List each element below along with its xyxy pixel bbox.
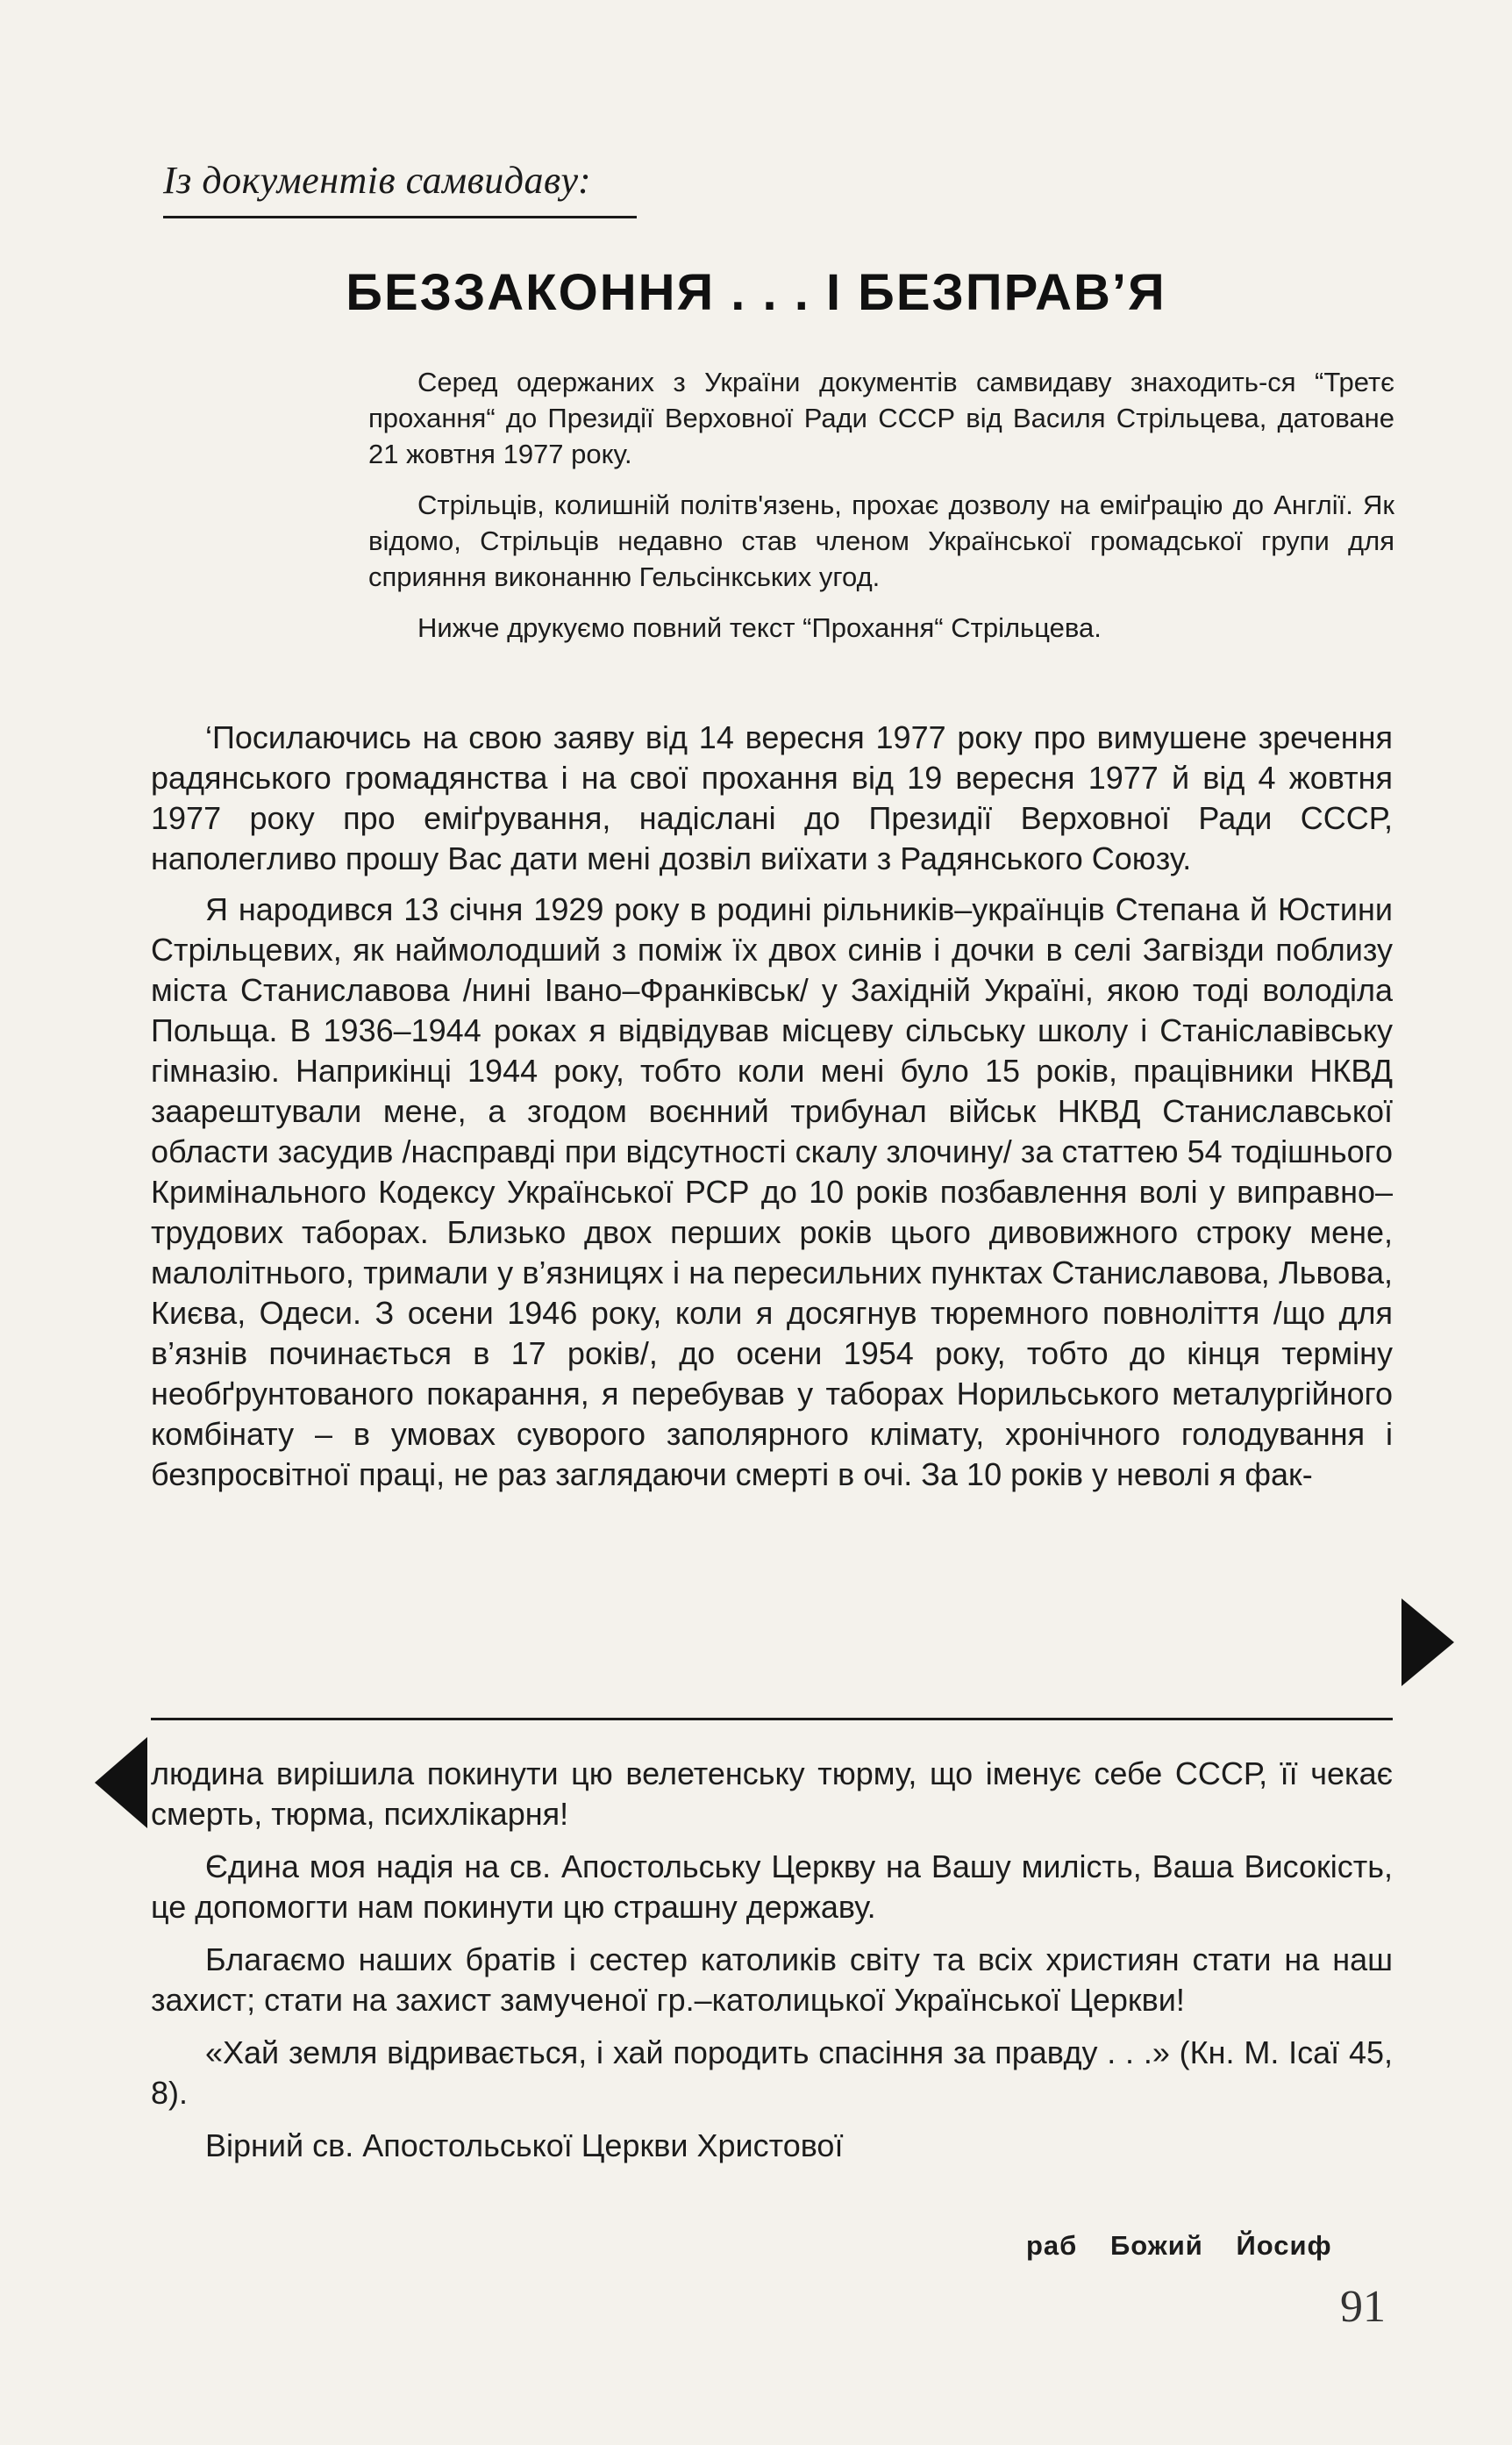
continuation-paragraph: людина вирішила покинути цю велетенську тюрму, що іменує себе СССР, її чекає смерть, тюрма, психлікарня!: [151, 1755, 1393, 1832]
letter-paragraph: Я народився 13 січня 1929 року в родині рільників–українців Степана й Юстини Стрільцевих, як наймолодший з поміж їх двох синів і дочки в селі Загвізди поблизу міста Станиславова /нині Івано–Франківськ/ у Західній Україні, якою тоді володіла Польща. В 1936–1944 роках я відвідував місцеву сільську школу і Станіславівську гімназію. Наприкінці 1944 року, тобто коли мені було 15 років, працівники НКВД заарештували мене, а згодом воєнний трибунал військ НКВД Станиславської области засудив /насправді при відсутності скалу злочину/ за статтею 54 тодішнього Кримінального Кодексу Української РСР до 10 років позбавлення волі у виправно–трудових таборах. Близько двох перших років цього дивовижного строку мене, малолітнього, тримали у в’язницях і на пересильних пунктах Станиславова, Львова, Києва, Одеси. З осени 1946 року, коли я досягнув тюремного повноліття /що для в’язнів починається в 17 років/, до осени 1954 року, тобто до кінця терміну необґрунтованого покарання, я перебував у таборах Норильського металургійного комбінату – в умовах суворого заполярного клімату, хронічного голодування і безпросвітної праці, не раз заглядаючи смерті в очі. За 10 років у неволі я фак-: [151, 891, 1393, 1492]
closing-line: Вірний св. Апостольської Церкви Христової: [205, 2127, 844, 2163]
intro-paragraph: Нижче друкуємо повний текст “Прохання“ Стрільцева.: [417, 612, 1102, 643]
intro-paragraph: Серед одержаних з України документів самвидаву знаходить-ся “Третє прохання“ до Президії Верховної Ради СССР від Василя Стрільцева, датоване 21 жовтня 1977 року.: [368, 367, 1394, 469]
continue-arrow-left-icon: [95, 1737, 147, 1828]
continuation-block: [151, 1754, 1393, 2178]
intro-paragraph: Стрільців, колишній політв'язень, прохає дозволу на еміґрацію до Англії. Як відомо, Стрільців недавно став членом Української громадської групи для сприяння виконанню Гельсінкських угод.: [368, 490, 1394, 592]
continuation-paragraph: Благаємо наших братів і сестер католиків світу та всіх християн стати на наш захист; стати на захист замученої гр.–католицької Української Церкви!: [151, 1941, 1393, 2018]
continue-arrow-right-icon: [1401, 1598, 1454, 1686]
letter-paragraph: ‘Посилаючись на свою заяву від 14 вересня 1977 року про вимушене зречення радянського громадянства і на свої прохання від 19 вересня 1977 й від 4 жовтня 1977 року про еміґрування, надіслані до Президії Верховної Ради СССР, наполегливо прошу Вас дати мені дозвіл виїхати з Радянського Союзу.: [151, 719, 1393, 876]
section-divider: [151, 1718, 1393, 1720]
page-number: 91: [1340, 2282, 1386, 2332]
section-label: Із документів самвидаву:: [163, 159, 592, 202]
continuation-paragraph: Єдина моя надія на св. Апостольську Церкву на Вашу милість, Ваша Високість, це допомогти нам покинути цю страшну державу.: [151, 1848, 1393, 1925]
page-title: БЕЗЗАКОННЯ . . . І БЕЗПРАВ’Я: [346, 264, 1166, 321]
scripture-quote: «Хай земля відривається, і хай породить спасіння за правду . . .» (Кн. М. Ісаї 45, 8).: [151, 2034, 1393, 2111]
intro-block: [368, 364, 1394, 661]
letter-body: [151, 718, 1393, 1505]
signature: раб Божий Йосиф: [1026, 2230, 1332, 2261]
section-underline: [163, 216, 637, 218]
